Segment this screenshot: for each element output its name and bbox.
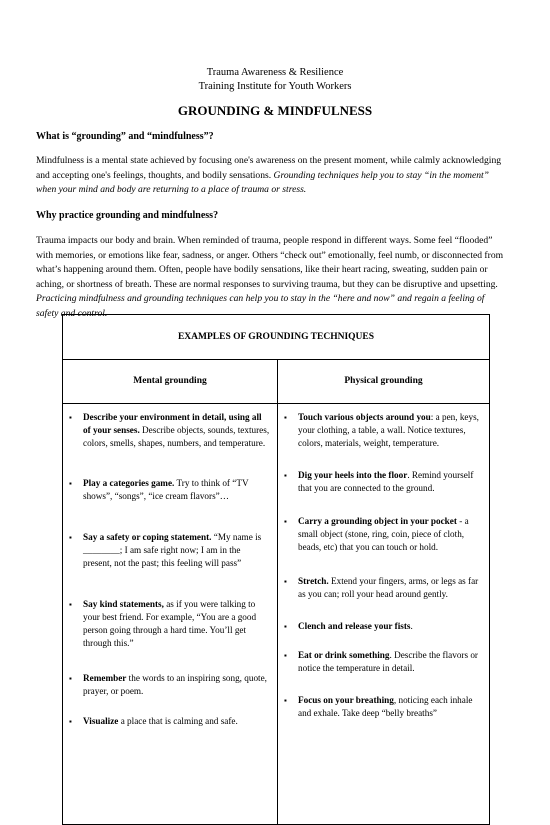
list-item: ▪ Say a safety or coping statement. “My name is ________; I am safe right now; I am in the present, not the past; this feeling will pass” bbox=[69, 532, 262, 568]
section1-body-plain: Mindfulness is a mental state achieved by focusing one's awareness on the present moment, while calmly acknowledging and accepting one's feelings, thoughts, and bodily sensations. bbox=[36, 155, 502, 181]
list-item: ▪ Dig your heels into the floor. Remind yourself that you are connected to the ground. bbox=[284, 470, 474, 493]
list-item: ▪ Say kind statements, as if you were talking to your best friend. For example, “You are a good person going through a hard time. You’ll get through this.” bbox=[69, 599, 257, 648]
column-header-mental: Mental grounding bbox=[63, 360, 278, 404]
bullet-icon: ▪ bbox=[69, 674, 72, 683]
list-item: ▪ Visualize a place that is calming and safe. bbox=[69, 716, 238, 726]
bullet-icon: ▪ bbox=[69, 533, 72, 542]
list-item: ▪ Stretch. Extend your fingers, arms, or legs as far as you can; roll your head around gently. bbox=[284, 576, 479, 599]
bullet-icon: ▪ bbox=[69, 600, 72, 609]
section2-heading: Why practice grounding and mindfulness? bbox=[36, 210, 219, 221]
bullet-icon: ▪ bbox=[284, 696, 287, 705]
section1-heading: What is “grounding” and “mindfulness”? bbox=[36, 131, 214, 142]
column-header-physical: Physical grounding bbox=[278, 360, 490, 404]
bullet-icon: ▪ bbox=[284, 471, 287, 480]
bullet-icon: ▪ bbox=[284, 577, 287, 586]
list-item: ▪ Eat or drink something. Describe the flavors or notice the temperature in detail. bbox=[284, 650, 478, 673]
section2-body-plain: Trauma impacts our body and brain. When reminded of trauma, people respond in different ways. Some feel “flooded” with memories, or emotions like fear, sadness, or anger. Others “check out” emotionally, feel numb, or disconnected from what’s happening around them. Often, people have bodily sensations, like their heart racing, sweating, sudden pain or aching, or shortness of breath. These are normal responses to surviving trauma, but they can be disruptive and upsetting. bbox=[36, 235, 504, 290]
grounding-techniques-table bbox=[62, 314, 490, 825]
bullet-icon: ▪ bbox=[69, 413, 72, 422]
org-name: Trauma Awareness & Resilience bbox=[206, 67, 344, 78]
bullet-icon: ▪ bbox=[284, 517, 287, 526]
bullet-icon: ▪ bbox=[69, 479, 72, 488]
list-item: ▪ Focus on your breathing, noticing each inhale and exhale. Take deep “belly breaths” bbox=[284, 695, 473, 718]
bullet-icon: ▪ bbox=[284, 651, 287, 660]
mental-cell bbox=[63, 404, 278, 825]
physical-cell bbox=[278, 404, 490, 825]
page-title: GROUNDING & MINDFULNESS bbox=[177, 103, 373, 118]
section2-body bbox=[36, 234, 506, 321]
list-item: ▪ Touch various objects around you: a pen, keys, your clothing, a table, a wall. Notice textures, colors, materials, weight, temperature. bbox=[284, 412, 479, 448]
list-item: ▪ Remember the words to an inspiring song, quote, prayer, or poem. bbox=[69, 673, 267, 696]
bullet-icon: ▪ bbox=[69, 717, 72, 726]
list-item: ▪ Play a categories game. Try to think of “TV shows”, “songs”, “ice cream flavors”… bbox=[69, 478, 249, 501]
table-title: EXAMPLES OF GROUNDING TECHNIQUES bbox=[63, 315, 490, 360]
section1-body-italic: Grounding techniques help you to stay “in the moment” when your mind and body are returning to a place of trauma or stress. bbox=[36, 169, 490, 195]
bullet-icon: ▪ bbox=[284, 622, 287, 631]
org-subtitle: Training Institute for Youth Workers bbox=[198, 81, 352, 92]
bullet-icon: ▪ bbox=[284, 413, 287, 422]
list-item: ▪ Carry a grounding object in your pocket - a small object (stone, ring, coin, piece of cloth, beads, etc) that you can touch or hold. bbox=[284, 516, 469, 552]
list-item: ▪ Describe your environment in detail, using all of your senses. Describe objects, sounds, textures, colors, smells, shapes, numbers, and temperature. bbox=[69, 412, 270, 448]
section2-body-italic: Practicing mindfulness and grounding techniques can help you to stay in the “here and now” and regain a feeling of safety and control. bbox=[36, 293, 485, 319]
section1-body bbox=[36, 154, 506, 198]
list-item: ▪ Clench and release your fists. bbox=[284, 621, 413, 631]
